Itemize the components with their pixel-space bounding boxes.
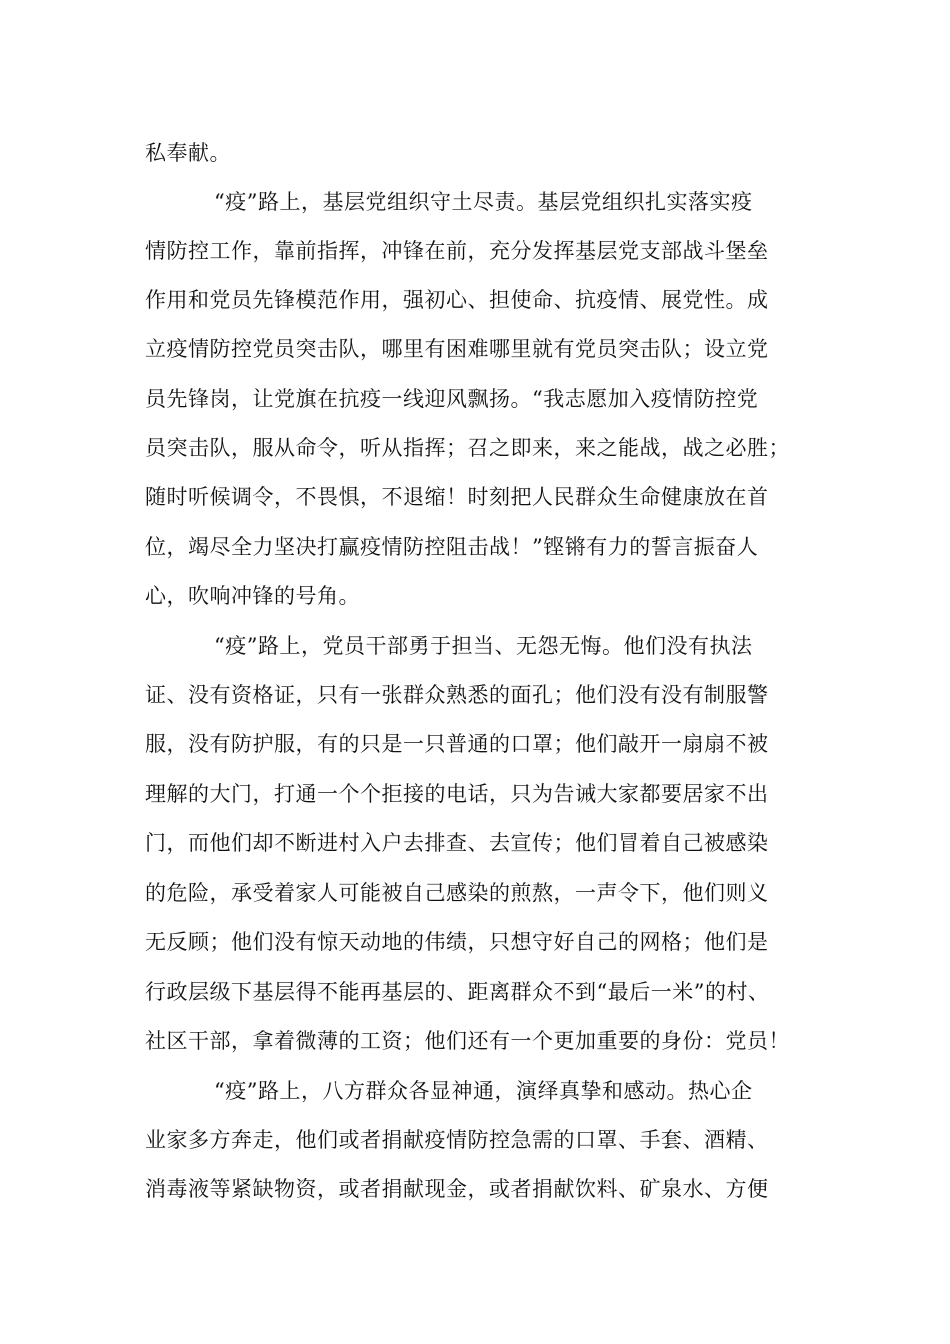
text-line: 员突击队，服从命令，听从指挥；召之即来，来之能战，战之必胜； bbox=[145, 436, 790, 460]
text-line: 位，竭尽全力坚决打赢疫情防控阻击战！”铿锵有力的誓言振奋人 bbox=[145, 535, 759, 559]
text-line: 行政层级下基层得不能再基层的、距离群众不到“最后一米”的村、 bbox=[145, 980, 770, 1004]
text-line: 证、没有资格证，只有一张群众熟悉的面孔；他们没有没有制服警 bbox=[145, 683, 769, 707]
text-line: 业家多方奔走，他们或者捐献疫情防控急需的口罩、手套、酒精、 bbox=[145, 1128, 769, 1152]
text-line: 随时听候调令，不畏惧，不退缩！时刻把人民群众生命健康放在首 bbox=[145, 485, 769, 509]
text-line: 私奉献。 bbox=[145, 141, 231, 165]
text-line: 服，没有防护服，有的只是一只普通的口罩；他们敲开一扇扇不被 bbox=[145, 732, 769, 756]
text-line: 无反顾；他们没有惊天动地的伟绩，只想守好自己的网格；他们是 bbox=[145, 930, 769, 954]
text-line: 理解的大门，打通一个个拒接的电话，只为告诫大家都要居家不出 bbox=[145, 782, 769, 806]
text-line: 作用和党员先锋模范作用，强初心、担使命、抗疫情、展党性。成 bbox=[145, 288, 769, 312]
paragraph-start-line: “疫”路上，八方群众各显神通，演绎真挚和感动。热心企 bbox=[214, 1079, 753, 1103]
text-line: 门，而他们却不断进村入户去排查、去宣传；他们冒着自己被感染 bbox=[145, 831, 769, 855]
text-line: 社区干部，拿着微薄的工资；他们还有一个更加重要的身份：党员！ bbox=[145, 1029, 790, 1053]
text-line: 情防控工作，靠前指挥，冲锋在前，充分发挥基层党支部战斗堡垒 bbox=[145, 239, 769, 263]
text-line: 消毒液等紧缺物资，或者捐献现金，或者捐献饮料、矿泉水、方便 bbox=[145, 1177, 769, 1201]
paragraph-start-line: “疫”路上，党员干部勇于担当、无怨无悔。他们没有执法 bbox=[214, 634, 753, 658]
text-line: 员先锋岗，让党旗在抗疫一线迎风飘扬。“我志愿加入疫情防控党 bbox=[145, 387, 759, 411]
text-line: 的危险，承受着家人可能被自己感染的煎熬，一声令下，他们则义 bbox=[145, 881, 769, 905]
text-line: 立疫情防控党员突击队，哪里有困难哪里就有党员突击队；设立党 bbox=[145, 337, 769, 361]
text-line: 心，吹响冲锋的号角。 bbox=[145, 584, 360, 608]
paragraph-start-line: “疫”路上，基层党组织守土尽责。基层党组织扎实落实疫 bbox=[214, 190, 753, 214]
